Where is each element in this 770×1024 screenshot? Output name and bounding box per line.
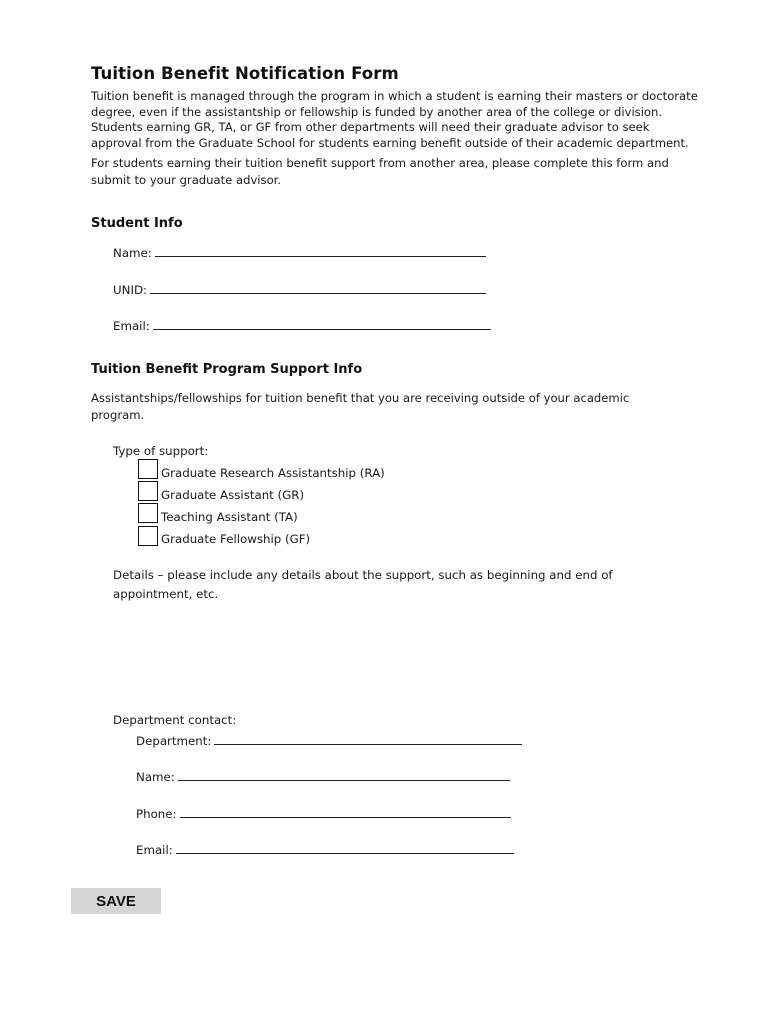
option-gf-label: Graduate Fellowship (GF) <box>161 532 311 546</box>
support-desc-line-2: program. <box>91 408 145 422</box>
contact-phone-row <box>136 805 511 821</box>
department-row <box>136 732 522 748</box>
student-info-heading: Student Info <box>91 216 183 231</box>
option-ta-label: Teaching Assistant (TA) <box>161 510 298 524</box>
intro-line-3: Students earning GR, TA, or GF from other departments will need their graduate advisor to seek <box>91 120 650 134</box>
student-unid-label: UNID: <box>113 283 147 297</box>
contact-email-label: Email: <box>136 843 173 857</box>
save-button[interactable]: SAVE <box>71 888 161 914</box>
form-title: Tuition Benefit Notification Form <box>91 64 399 83</box>
instruction-line-2: submit to your graduate advisor. <box>91 173 282 187</box>
contact-name-row <box>136 768 510 784</box>
student-email-field[interactable] <box>153 317 491 330</box>
support-desc-line-1: Assistantships/fellowships for tuition benefit that you are receiving outside of your academic <box>91 391 630 405</box>
intro-line-2: degree, even if the assistantship or fellowship is funded by another area of the college or division. <box>91 105 663 119</box>
department-contact-label: Department contact: <box>113 713 237 727</box>
department-label: Department: <box>136 734 212 748</box>
checkbox-ra[interactable] <box>138 459 158 479</box>
intro-line-1: Tuition benefit is managed through the program in which a student is earning their masters or doctorate <box>91 89 698 103</box>
option-gr-label: Graduate Assistant (GR) <box>161 488 305 502</box>
type-of-support-label: Type of support: <box>113 444 209 458</box>
student-email-row <box>113 317 491 333</box>
contact-email-field[interactable] <box>176 841 514 854</box>
student-name-field[interactable] <box>155 244 486 257</box>
student-email-label: Email: <box>113 319 150 333</box>
support-info-heading: Tuition Benefit Program Support Info <box>91 362 363 377</box>
checkbox-ta[interactable] <box>138 503 158 523</box>
details-line-1: Details – please include any details about the support, such as beginning and end of <box>113 568 613 582</box>
details-line-2: appointment, etc. <box>113 587 219 601</box>
student-unid-row <box>113 281 486 297</box>
department-field[interactable] <box>214 732 522 745</box>
student-name-row <box>113 244 486 260</box>
contact-phone-field[interactable] <box>180 805 511 818</box>
contact-email-row <box>136 841 514 857</box>
instruction-line-1: For students earning their tuition benefit support from another area, please complete this form and <box>91 156 669 170</box>
contact-phone-label: Phone: <box>136 807 177 821</box>
contact-name-label: Name: <box>136 770 175 784</box>
intro-line-4: approval from the Graduate School for students earning benefit outside of their academic department. <box>91 136 689 150</box>
option-ra-label: Graduate Research Assistantship (RA) <box>161 466 385 480</box>
student-name-label: Name: <box>113 246 152 260</box>
checkbox-gf[interactable] <box>138 526 158 546</box>
contact-name-field[interactable] <box>178 768 510 781</box>
student-unid-field[interactable] <box>150 281 486 294</box>
checkbox-gr[interactable] <box>138 481 158 501</box>
